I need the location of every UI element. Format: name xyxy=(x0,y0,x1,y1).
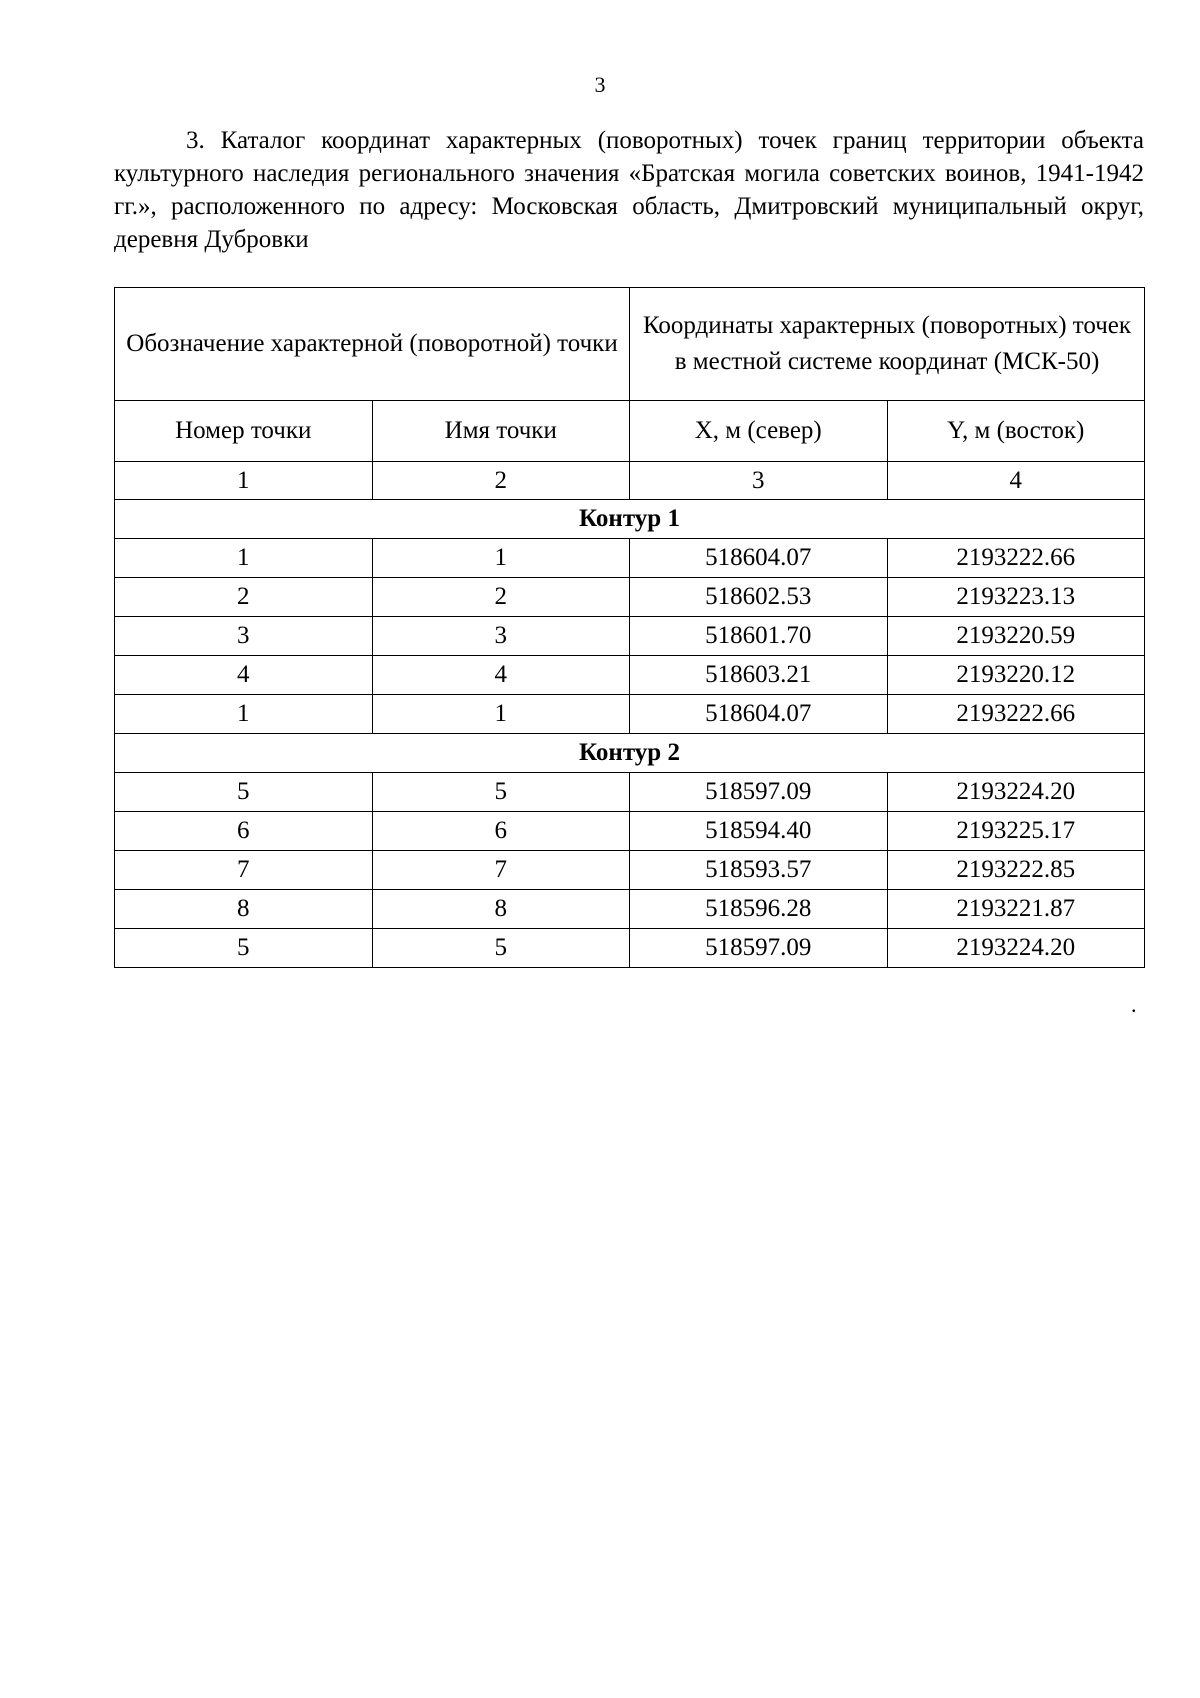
cell-point-name: 5 xyxy=(372,929,630,968)
cell-x: 518593.57 xyxy=(630,851,888,890)
cell-x: 518594.40 xyxy=(630,812,888,851)
table-row xyxy=(115,890,1145,929)
cell-x: 518596.28 xyxy=(630,890,888,929)
cell-y: 2193223.13 xyxy=(887,578,1145,617)
cell-point-number: 6 xyxy=(115,812,373,851)
column-header-row xyxy=(115,401,1145,462)
table-header-row xyxy=(115,288,1145,401)
table-row xyxy=(115,539,1145,578)
contour-title: Контур 1 xyxy=(115,500,1145,539)
cell-point-number: 7 xyxy=(115,851,373,890)
col-number: 1 xyxy=(115,462,373,500)
table-row xyxy=(115,851,1145,890)
contour-title: Контур 2 xyxy=(115,734,1145,773)
cell-x: 518601.70 xyxy=(630,617,888,656)
contour-header-row xyxy=(115,734,1145,773)
col-header-x: X, м (север) xyxy=(630,401,888,462)
cell-point-name: 7 xyxy=(372,851,630,890)
cell-y: 2193222.66 xyxy=(887,695,1145,734)
col-number: 4 xyxy=(887,462,1145,500)
cell-point-name: 2 xyxy=(372,578,630,617)
table-row xyxy=(115,929,1145,968)
cell-y: 2193222.85 xyxy=(887,851,1145,890)
header-coordinates: Координаты характерных (поворотных) точек в местной системе координат (МСК-50) xyxy=(630,288,1145,401)
cell-point-number: 1 xyxy=(115,539,373,578)
coordinates-table xyxy=(114,287,1145,968)
cell-point-name: 4 xyxy=(372,656,630,695)
col-header-y: Y, м (восток) xyxy=(887,401,1145,462)
cell-point-number: 4 xyxy=(115,656,373,695)
cell-point-name: 8 xyxy=(372,890,630,929)
cell-point-number: 5 xyxy=(115,929,373,968)
cell-point-number: 2 xyxy=(115,578,373,617)
cell-x: 518604.07 xyxy=(630,539,888,578)
cell-y: 2193224.20 xyxy=(887,929,1145,968)
col-header-point-number: Номер точки xyxy=(115,401,373,462)
cell-point-name: 3 xyxy=(372,617,630,656)
cell-y: 2193222.66 xyxy=(887,539,1145,578)
cell-point-name: 1 xyxy=(372,695,630,734)
col-number: 3 xyxy=(630,462,888,500)
cell-y: 2193220.12 xyxy=(887,656,1145,695)
contour-header-row xyxy=(115,500,1145,539)
cell-point-number: 8 xyxy=(115,890,373,929)
column-number-row xyxy=(115,462,1145,500)
cell-point-number: 3 xyxy=(115,617,373,656)
header-point-designation: Обозначение характерной (поворотной) точки xyxy=(115,288,630,401)
cell-x: 518602.53 xyxy=(630,578,888,617)
cell-point-name: 5 xyxy=(372,773,630,812)
table-row xyxy=(115,617,1145,656)
cell-point-number: 5 xyxy=(115,773,373,812)
cell-point-number: 1 xyxy=(115,695,373,734)
table-row xyxy=(115,773,1145,812)
cell-x: 518597.09 xyxy=(630,929,888,968)
col-header-point-name: Имя точки xyxy=(372,401,630,462)
table-row xyxy=(115,656,1145,695)
cell-y: 2193224.20 xyxy=(887,773,1145,812)
table-row xyxy=(115,578,1145,617)
cell-point-name: 6 xyxy=(372,812,630,851)
cell-point-name: 1 xyxy=(372,539,630,578)
table-row xyxy=(115,812,1145,851)
cell-y: 2193221.87 xyxy=(887,890,1145,929)
intro-paragraph: 3. Каталог координат характерных (поворотных) точек границ территории объекта культурного наследия регионального значения «Братская могила советских воинов, 1941-1942 гг.», расположенного по адресу: Московская область, Дмитровский муниципальный округ, деревня Дубровки xyxy=(114,127,1144,253)
cell-x: 518603.21 xyxy=(630,656,888,695)
table-row xyxy=(115,695,1145,734)
cell-x: 518604.07 xyxy=(630,695,888,734)
cell-y: 2193220.59 xyxy=(887,617,1145,656)
cell-x: 518597.09 xyxy=(630,773,888,812)
cell-y: 2193225.17 xyxy=(887,812,1145,851)
page-number: 3 xyxy=(594,72,606,97)
trailing-mark: . xyxy=(1131,992,1137,1017)
col-number: 2 xyxy=(372,462,630,500)
